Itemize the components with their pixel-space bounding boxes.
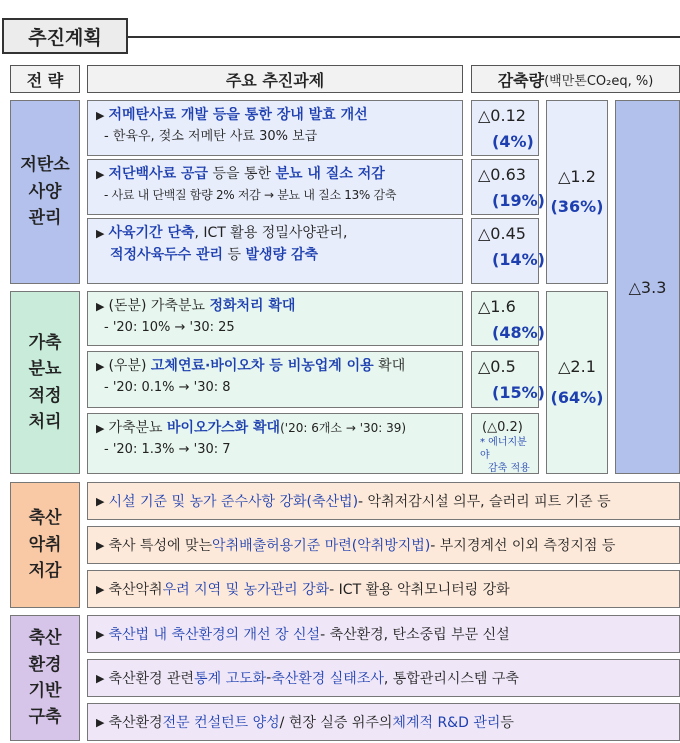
task-main-text-a: 축산법 내 축산환경의 개선 장 신설 (108, 627, 321, 643)
reduction-value-5 (471, 351, 545, 408)
task-main-text-b: 바이오가스화 확대 (167, 420, 281, 436)
reduction-percent: (14%) (492, 249, 545, 269)
task-sub-text: - '20: 10% → '30: 25 (104, 319, 235, 335)
triangle-right-icon: ▶ (96, 422, 105, 435)
task-sub-text: - 한육우, 젖소 저메탄 사료 30% 보급 (104, 128, 318, 144)
reduction-amount: △0.63 (478, 165, 526, 184)
triangle-right-icon: ▶ (96, 627, 105, 641)
reduction-amount: △0.12 (478, 106, 526, 125)
triangle-right-icon: ▶ (96, 109, 105, 122)
task-low-protein-feed (87, 159, 463, 215)
task-main-text-d: 축산환경 실태조사 (271, 671, 384, 687)
task-biogas-expansion (87, 413, 463, 474)
reduction-amount: △0.5 (478, 357, 516, 376)
header-tasks: 주요 추진과제 (87, 65, 463, 93)
task-main-text-b: , ICT 활용 정밀사양관리, (194, 225, 348, 241)
task-main-text-c: - (266, 670, 272, 686)
reduction-amount: △0.45 (478, 224, 526, 243)
task-main-text-a: (우분) (108, 358, 151, 374)
task-main-text-c: 분뇨 내 질소 저감 (275, 166, 385, 182)
task-main-text-a: 시설 기준 및 농가 준수사항 강화(축산법) (108, 494, 359, 510)
task-statistics-upgrade (87, 659, 680, 697)
task-main-text-d: 체계적 R&D 관리 (392, 715, 501, 731)
subtotal-percent: (36%) (550, 197, 604, 216)
task-main-text-a: 사육기간 단축 (108, 225, 195, 241)
task-main-text-c: 확대 (373, 358, 406, 374)
task-main-text-b: 고체연료·바이오차 등 비농업계 이용 (150, 358, 374, 374)
reduction-note: * 에너지분야 (480, 436, 527, 461)
triangle-right-icon: ▶ (96, 538, 105, 552)
reduction-value-2 (471, 159, 545, 215)
task-pig-manure-purification (87, 291, 463, 346)
task-main-text-b: 통계 고도화 (194, 671, 267, 687)
task-main-text-e: 등 (500, 715, 514, 731)
task-odor-emission-standards (87, 526, 680, 564)
subtotal-percent: (64%) (550, 387, 604, 407)
task-main-text-e: , 통합관리시스템 구축 (383, 671, 519, 687)
task-facility-standards (87, 482, 680, 520)
task-main-text-c: 적정사육두수 관리 (110, 246, 224, 263)
header-reduction-unit: (백만톤CO₂eq, %) (544, 73, 654, 89)
triangle-right-icon: ▶ (96, 494, 105, 508)
reduction-percent: (48%) (492, 322, 545, 342)
header-reduction (471, 65, 680, 93)
strategy-low-carbon-feeding: 저탄소 사양 관리 (10, 100, 80, 284)
task-sub-text: - 사료 내 단백질 함량 2% 저감 → 분뇨 내 질소 13% 감축 (104, 187, 397, 202)
task-main-text-c: - ICT 활용 악취모니터링 강화 (329, 582, 510, 598)
task-consultant-training (87, 703, 680, 741)
task-main-text-b: 정화처리 확대 (209, 298, 296, 314)
reduction-total: △3.3 (615, 100, 680, 474)
task-main-text-a: 축산환경 (108, 715, 163, 731)
task-main-text-b: 등을 통한 (208, 166, 276, 182)
triangle-right-icon: ▶ (96, 715, 105, 729)
task-main-text-d: 등 (223, 246, 246, 263)
subtotal-amount: △1.2 (558, 166, 596, 186)
task-main-text-b: - 축산환경, 탄소중립 부문 신설 (320, 627, 510, 643)
task-cattle-manure-solid-fuel (87, 351, 463, 408)
task-main-text-b: 우려 지역 및 농가관리 강화 (162, 582, 330, 598)
task-main-text-a: 축산악취 (108, 582, 163, 598)
section-title: 추진계획 (2, 18, 128, 54)
triangle-right-icon: ▶ (96, 671, 105, 685)
triangle-right-icon: ▶ (96, 300, 105, 313)
task-main-text-a: 저단백사료 공급 (108, 166, 209, 182)
reduction-value-6 (471, 413, 539, 474)
reduction-percent: (15%) (492, 382, 545, 402)
strategy-environment-foundation: 축산 환경 기반 구축 (10, 615, 80, 741)
triangle-right-icon: ▶ (96, 582, 105, 596)
reduction-percent: (19%) (492, 190, 545, 210)
triangle-right-icon: ▶ (96, 360, 105, 373)
task-main-text-b: 전문 컨설턴트 양성 (162, 715, 280, 731)
task-main-text-a: 가축분뇨 (108, 420, 168, 436)
task-main-text-b: 악취배출허용기준 마련(악취방지법) (212, 538, 431, 554)
reduction-note: 감축 적용 (488, 462, 530, 474)
strategy-manure-treatment: 가축 분뇨 적정 처리 (10, 291, 80, 474)
triangle-right-icon: ▶ (96, 227, 105, 240)
reduction-subtotal-2 (546, 291, 608, 474)
reduction-value-3 (471, 218, 545, 284)
strategy-odor-reduction: 축산 악취 저감 (10, 482, 80, 608)
reduction-amount: (△0.2) (482, 420, 523, 435)
task-main-text-c: - 부지경계선 이외 측정지점 등 (430, 538, 616, 554)
reduction-subtotal-1 (546, 100, 608, 284)
title-divider (128, 36, 680, 38)
task-main-text-a: 축사 특성에 맞는 (108, 538, 213, 554)
header-strategy: 전 략 (10, 65, 80, 93)
task-sub-text: - '20: 0.1% → '30: 8 (104, 379, 231, 395)
task-shorten-rearing (87, 218, 463, 284)
reduction-value-4 (471, 291, 545, 346)
task-odor-area-management (87, 570, 680, 608)
triangle-right-icon: ▶ (96, 168, 105, 181)
task-main-text-c: ('20: 6개소 → '30: 39) (280, 421, 407, 435)
header-reduction-label: 감축량 (497, 70, 545, 90)
task-main-text-e: 발생량 감축 (245, 246, 319, 263)
task-livestock-act-chapter (87, 615, 680, 653)
task-main-text-a: (돈분) 가축분뇨 (108, 298, 210, 314)
task-sub-text: - '20: 1.3% → '30: 7 (104, 441, 231, 457)
task-main-text-b: - 악취저감시설 의무, 슬러리 피트 기준 등 (358, 494, 611, 510)
subtotal-amount: △2.1 (558, 357, 596, 377)
task-low-methane-feed (87, 100, 463, 156)
task-main-text-c: / 현장 실증 위주의 (279, 715, 393, 731)
reduction-percent: (4%) (492, 131, 534, 151)
task-main-text: 저메탄사료 개발 등을 통한 장내 발효 개선 (108, 107, 368, 123)
reduction-amount: △1.6 (478, 297, 516, 316)
reduction-value-1 (471, 100, 539, 156)
task-main-text-a: 축산환경 관련 (108, 671, 195, 687)
